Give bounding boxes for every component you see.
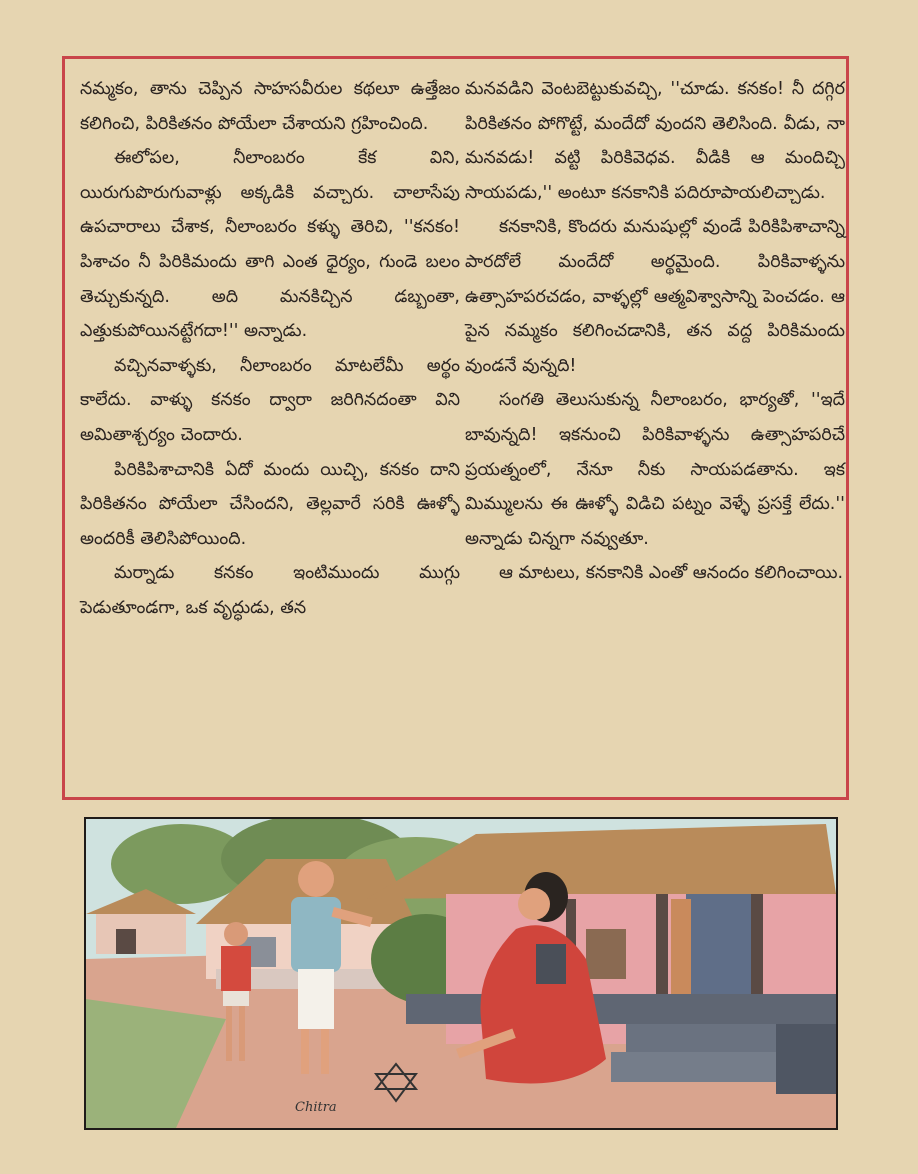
paragraph: ఈలోపల, నీలాంబరం కేక విని, యిరుగుపొరుగువాళ్లు అక్కడికి వచ్చారు. చాలాసేపు ఉపచారాలు చేశాక, నీలాంబరం కళ్ళు తెరిచి, ''కనకం! పిశాచం నీ పిరికిమందు తాగి ఎంత ధైర్యం, గుండె బలం తెచ్చుకున్నది. అది మనకిచ్చిన డబ్బంతా, ఎత్తుకుపోయినట్టేగదా!'' అన్నాడు. bbox=[80, 148, 460, 342]
paragraph: మర్నాడు కనకం ఇంటిముందు ముగ్గు పెడుతూండగా, ఒక వృద్ధుడు, తన bbox=[80, 563, 460, 618]
story-illustration bbox=[84, 817, 838, 1130]
left-column bbox=[80, 72, 460, 626]
paragraph: సంగతి తెలుసుకున్న నీలాంబరం, భార్యతో, ''ఇదే బావున్నది! ఇకనుంచి పిరికివాళ్ళను ఉత్సాహపరిచే ప్రయత్నంలో, నేనూ నీకు సాయపడతాను. ఇక మిమ్ములను ఈ ఊళ్ళో విడిచి పట్నం వెళ్ళే ప్రసక్తే లేదు.'' అన్నాడు చిన్నగా నవ్వుతూ. bbox=[465, 390, 845, 549]
paragraph: కనకానికి, కొందరు మనుషుల్లో వుండే పిరికిపిశాచాన్ని పారదోలే మందేదో అర్థమైంది. పిరికివాళ్ళను ఉత్సాహపరచడం, వాళ్ళల్లో ఆత్మవిశ్వాసాన్ని పెంచడం. ఆ పైన నమ్మకం కలిగించడానికి, తన వద్ద పిరికిమందు వుండనే వున్నది! bbox=[465, 217, 845, 376]
boy bbox=[224, 922, 248, 946]
paragraph: నమ్మకం, తాను చెప్పిన సాహసవీరుల కథలూ ఉత్తేజం కలిగించి, పిరికితనం పోయేలా చేశాయని గ్రహించింది. bbox=[80, 79, 460, 134]
right-column bbox=[465, 72, 845, 591]
paragraph: మనవడిని వెంటబెట్టుకువచ్చి, ''చూడు. కనకం! నీ దగ్గిర పిరికితనం పోగొట్టే, మందేదో వుందని తెలిసింది. వీడు, నా మనవడు! వట్టి పిరికివెధవ. వీడికి ఆ మందిచ్చి సాయపడు,'' అంటూ కనకానికి పదిరూపాయలిచ్చాడు. bbox=[465, 79, 845, 203]
artist-signature: Chitra bbox=[295, 1100, 337, 1115]
old-man bbox=[298, 861, 334, 897]
paragraph: ఆ మాటలు, కనకానికి ఎంతో ఆనందం కలిగించాయి. bbox=[499, 563, 844, 584]
illustration-scene bbox=[86, 819, 836, 1128]
verandah-platform bbox=[406, 994, 836, 1024]
paragraph: పిరికిపిశాచానికి ఏదో మందు యిచ్చి, కనకం దాని పిరికితనం పోయేలా చేసిందని, తెల్లవారే సరికి ఊళ్ళో అందరికీ తెలిసిపోయింది. bbox=[80, 459, 460, 549]
paragraph: వచ్చినవాళ్ళకు, నీలాంబరం మాటలేమీ అర్థం కాలేదు. వాళ్ళు కనకం ద్వారా జరిగినదంతా విని అమితాశ్చర్యం చెందారు. bbox=[80, 355, 460, 445]
